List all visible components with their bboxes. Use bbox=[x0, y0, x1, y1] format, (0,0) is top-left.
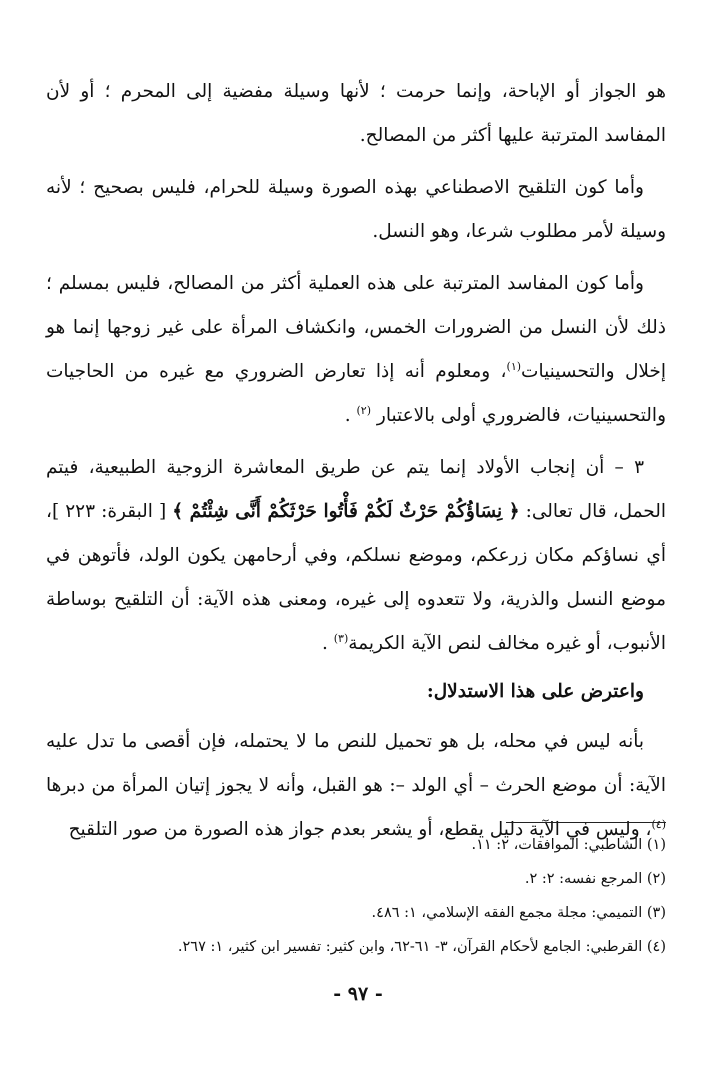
footnote-4: (٤) القرطبي: الجامع لأحكام القرآن، ٣- ٦١-٦٢، وابن كثير: تفسير ابن كثير، ١: ٢٦٧. bbox=[177, 939, 666, 955]
main-text bbox=[46, 70, 666, 852]
page-number: - ٩٧ - bbox=[333, 983, 383, 1005]
paragraph-artificial-insemination: وأما كون التلقيح الاصطناعي بهذه الصورة وسيلة للحرام، فليس بصحيح ؛ لأنه وسيلة لأمر مطلوب شرعا، وهو النسل. bbox=[46, 177, 666, 242]
footnote-ref-1: (١) bbox=[506, 359, 522, 373]
footnotes bbox=[46, 828, 666, 964]
paragraph-point-3: ٣ – أن إنجاب الأولاد إنما يتم عن طريق المعاشرة الزوجية الطبيعية، فيتم الحمل، قال تعالى: ﴿ نِسَاؤُكُمْ حَرْثٌ لَكُمْ فَأْتُوا حَرْثَكُمْ أَنَّى شِئْتُمْ ﴾ [ البقرة: ٢٢٣ ]، أي نساؤكم مكان زرعكم، وموضع نسلكم، وفي أرحامهن يكون الولد، فأتوهن في موضع النسل والذرية، ولا تتعدوه إلى غيره، ومعنى هذه الآية: أن التلقيح بوساطة الأنبوب، أو غيره مخالف لنص الآية الكريمة$^{(٣)}$ . bbox=[46, 457, 666, 654]
footnote-3: (٣) التميمي: مجلة مجمع الفقه الإسلامي، ١: ٤٨٦. bbox=[371, 905, 666, 921]
paragraph-objection: بأنه ليس في محله، بل هو تحميل للنص ما لا يحتمله، فإن أقصى ما تدل عليه الآية: أن موضع الحرث – أي الولد –: هو القبل، وأنه لا يجوز إتيان المرأة من دبرها $^{(٤)}$، وليس في الآية دليل يقطع، أو يشعر بعدم جواز هذه الصورة من صور التلقيح bbox=[46, 731, 666, 840]
paragraph-continuation: هو الجواز أو الإباحة، وإنما حرمت ؛ لأنها وسيلة مفضية إلى المحرم ؛ أو لأن المفاسد المترتبة عليها أكثر من المصالح. bbox=[46, 81, 666, 146]
footnote-1: (١) الشاطبي: الموافقات، ٢: ١١. bbox=[471, 837, 666, 853]
footnote-2: (٢) المرجع نفسه: ٢: ٢. bbox=[524, 871, 666, 887]
quran-verse: ﴿ نِسَاؤُكُمْ حَرْثٌ لَكُمْ فَأْتُوا حَرْثَكُمْ أَنَّى شِئْتُمْ ﴾ bbox=[172, 501, 520, 522]
section-heading: واعترض على هذا الاستدلال: bbox=[426, 681, 644, 702]
footnote-ref-4: (٤) bbox=[651, 817, 666, 831]
paragraph-harms: وأما كون المفاسد المترتبة على هذه العملية أكثر من المصالح، فليس بمسلم ؛ ذلك لأن النسل من الضرورات الخمس، وانكشاف المرأة على غير زوجها إنما هو إخلال والتحسينيات$^{(١)}$، ومعلوم أنه إذا تعارض الضروري مع غيره من الحاجيات والتحسينيات، فالضروري أولى بالاعتبار $^{(٢)}$ . bbox=[46, 273, 666, 426]
footnote-ref-2: (٢) bbox=[356, 403, 371, 417]
footnote-divider bbox=[506, 822, 666, 823]
footnote-ref-3: (٣) bbox=[333, 631, 349, 645]
